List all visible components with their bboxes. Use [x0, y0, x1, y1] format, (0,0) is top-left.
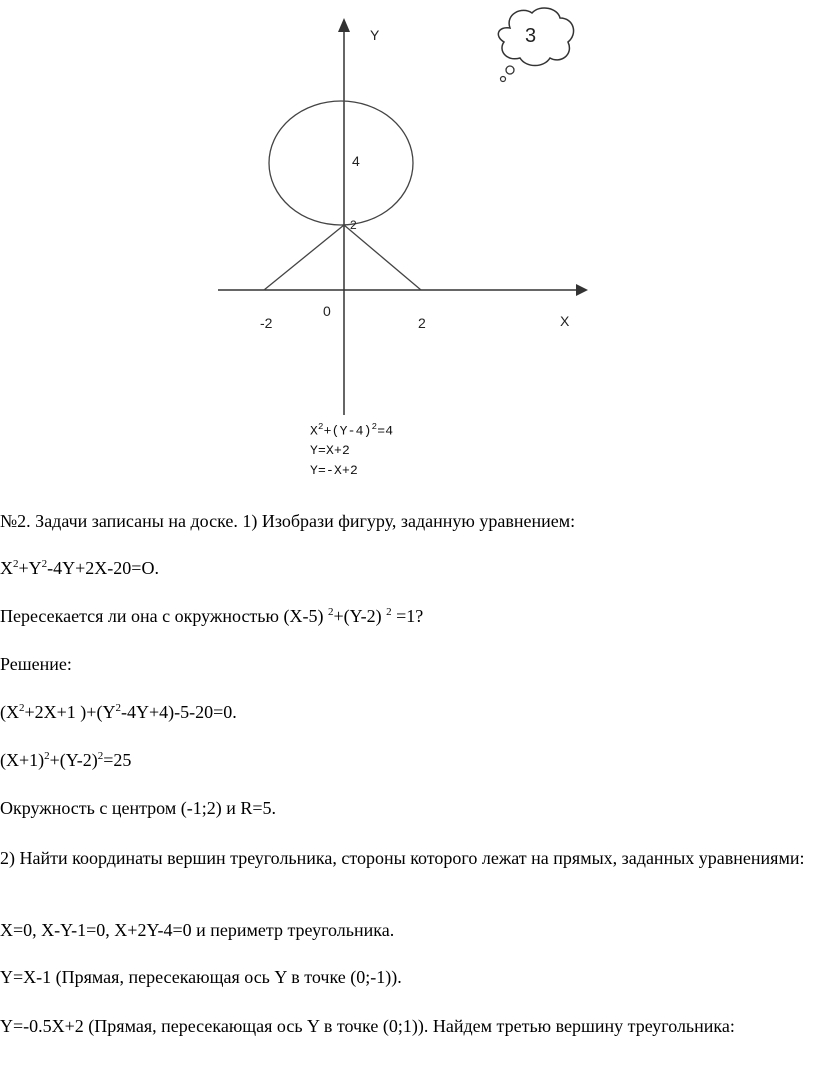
solution-step2: $(X+1)^2+(Y-2)^2=25$ [0, 750, 132, 770]
line2-description: Y=-0.5X+2 (Прямая, пересекающая ось Y в точке (0;1)). Найдем третью вершину треугольника: [0, 1016, 735, 1036]
equation-given: $X^2+Y^2-4Y+2X-20=O$. [0, 558, 159, 578]
x-axis-label: X [560, 313, 570, 329]
task-heading: №2. Задачи записаны на доске. 1) Изобрази фигуру, заданную уравнением: [0, 511, 576, 531]
tick-y-4: 4 [352, 153, 360, 169]
y-axis-arrow [338, 18, 350, 32]
solution-conclusion: Окружность с центром (-1;2) и R=5. [0, 798, 277, 818]
x-axis-arrow [576, 284, 588, 296]
tick-y-2: 2 [350, 218, 357, 232]
line-y-neg-x-plus-2 [344, 225, 421, 290]
equation-line1: Y=X+2 [310, 443, 351, 458]
circle-shape [269, 101, 413, 225]
question-intersection: Пересекается ли она с окружностью (X-5) $^2$+(Y-2) $^2$ =1? [0, 606, 424, 626]
task2-equations: X=0, X-Y-1=0, X+2Y-4=0 и периметр треугольника. [0, 920, 395, 940]
tick-x-neg2: -2 [260, 315, 273, 331]
thought-cloud-icon [498, 8, 573, 82]
y-axis-label: Y [370, 27, 380, 43]
task2-statement: 2) Найти координаты вершин треугольника, стороны которого лежат на прямых, заданных уравнениями: [0, 848, 805, 868]
line1-description: Y=X-1 (Прямая, пересекающая ось Y в точке (0;-1)). [0, 967, 402, 987]
line-y-x-plus-2 [264, 225, 344, 290]
graph-svg [0, 0, 816, 490]
tick-origin: 0 [323, 303, 331, 319]
tick-x-2: 2 [418, 315, 426, 331]
equation-line2: Y=-X+2 [310, 463, 359, 478]
solution-label: Решение: [0, 654, 72, 674]
equation-circle: $X^2+(Y-4)^2=4$ [310, 422, 394, 439]
graph-figure [0, 0, 816, 490]
badge-number: 3 [525, 25, 537, 47]
solution-step1: ($X^2+2X+1$ )$+(Y^2-4Y+4)-5-20=0$. [0, 702, 237, 722]
